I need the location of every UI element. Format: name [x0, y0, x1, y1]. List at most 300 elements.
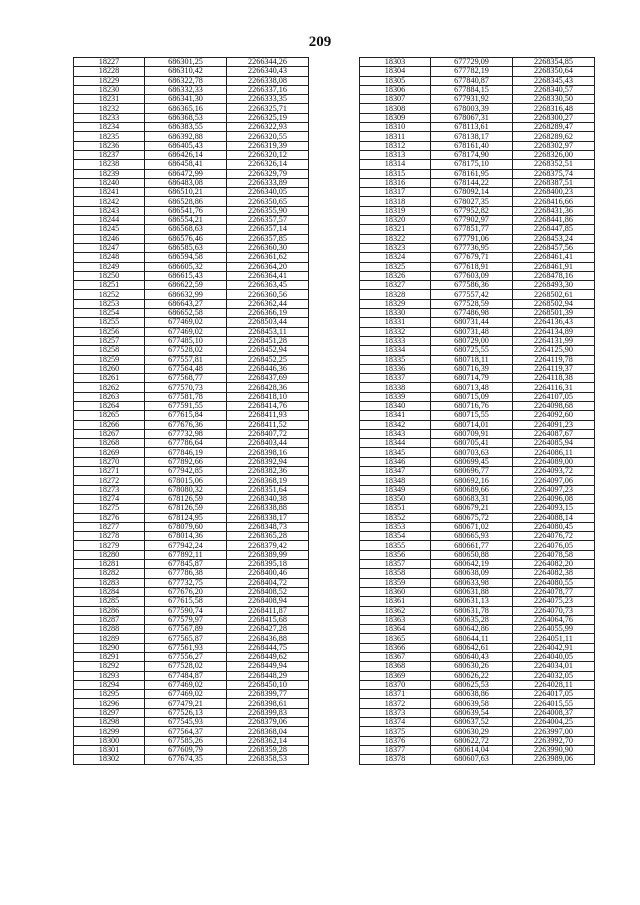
y-coordinate-cell: 2266320,12: [227, 150, 309, 159]
point-number-cell: 18294: [74, 680, 145, 689]
table-row: [360, 253, 595, 262]
table-row: [74, 662, 309, 671]
point-number-cell: 18285: [74, 597, 145, 606]
table-row: [74, 634, 309, 643]
y-coordinate-cell: 2264119,37: [513, 364, 595, 373]
x-coordinate-cell: 686405,43: [145, 141, 227, 150]
table-row: [360, 346, 595, 355]
x-coordinate-cell: 680692,16: [431, 476, 513, 485]
x-coordinate-cell: 680638,86: [431, 690, 513, 699]
point-number-cell: 18242: [74, 197, 145, 206]
table-row: [360, 234, 595, 243]
table-row: [74, 392, 309, 401]
x-coordinate-cell: 680630,29: [431, 727, 513, 736]
table-row: [74, 355, 309, 364]
point-number-cell: 18308: [360, 104, 431, 113]
table-row: [360, 85, 595, 94]
y-coordinate-cell: 2264078,77: [513, 587, 595, 596]
table-row: [74, 281, 309, 290]
point-number-cell: 18319: [360, 206, 431, 215]
point-number-cell: 18332: [360, 327, 431, 336]
table-row: [360, 206, 595, 215]
point-number-cell: 18312: [360, 141, 431, 150]
x-coordinate-cell: 677469,02: [145, 690, 227, 699]
x-coordinate-cell: 686472,99: [145, 169, 227, 178]
table-row: [360, 132, 595, 141]
table-row: [74, 234, 309, 243]
table-row: [74, 429, 309, 438]
y-coordinate-cell: 2268340,38: [227, 494, 309, 503]
table-row: [360, 736, 595, 745]
point-number-cell: 18301: [74, 745, 145, 754]
table-row: [360, 309, 595, 318]
point-number-cell: 18264: [74, 401, 145, 410]
y-coordinate-cell: 2268461,91: [513, 262, 595, 271]
x-coordinate-cell: 686426,14: [145, 150, 227, 159]
point-number-cell: 18227: [74, 58, 145, 67]
point-number-cell: 18251: [74, 281, 145, 290]
x-coordinate-cell: 680709,91: [431, 429, 513, 438]
table-row: [360, 448, 595, 457]
point-number-cell: 18369: [360, 671, 431, 680]
y-coordinate-cell: 2268348,73: [227, 522, 309, 531]
table-row: [360, 653, 595, 662]
y-coordinate-cell: 2268414,76: [227, 401, 309, 410]
table-row: [74, 290, 309, 299]
y-coordinate-cell: 2264119,78: [513, 355, 595, 364]
y-coordinate-cell: 2268365,28: [227, 532, 309, 541]
x-coordinate-cell: 678015,06: [145, 476, 227, 485]
x-coordinate-cell: 680714,01: [431, 420, 513, 429]
y-coordinate-cell: 2268502,61: [513, 290, 595, 299]
table-row: [360, 299, 595, 308]
x-coordinate-cell: 680671,02: [431, 522, 513, 531]
x-coordinate-cell: 677791,06: [431, 234, 513, 243]
x-coordinate-cell: 677469,02: [145, 318, 227, 327]
table-row: [74, 680, 309, 689]
y-coordinate-cell: 2268398,16: [227, 448, 309, 457]
x-coordinate-cell: 677586,36: [431, 281, 513, 290]
point-number-cell: 18321: [360, 225, 431, 234]
x-coordinate-cell: 677679,71: [431, 253, 513, 262]
y-coordinate-cell: 2268379,42: [227, 541, 309, 550]
y-coordinate-cell: 2266333,35: [227, 95, 309, 104]
table-row: [74, 755, 309, 764]
point-number-cell: 18334: [360, 346, 431, 355]
x-coordinate-cell: 680731,44: [431, 318, 513, 327]
point-number-cell: 18274: [74, 494, 145, 503]
x-coordinate-cell: 677732,75: [145, 578, 227, 587]
y-coordinate-cell: 2268351,64: [227, 485, 309, 494]
point-number-cell: 18310: [360, 123, 431, 132]
table-row: [74, 141, 309, 150]
y-coordinate-cell: 2264080,55: [513, 578, 595, 587]
y-coordinate-cell: 2264017,05: [513, 690, 595, 699]
point-number-cell: 18333: [360, 336, 431, 345]
y-coordinate-cell: 2268453,24: [513, 234, 595, 243]
table-row: [74, 216, 309, 225]
y-coordinate-cell: 2266325,19: [227, 113, 309, 122]
table-row: [74, 113, 309, 122]
table-row: [360, 457, 595, 466]
x-coordinate-cell: 678092,14: [431, 188, 513, 197]
point-number-cell: 18240: [74, 178, 145, 187]
table-row: [360, 262, 595, 271]
point-number-cell: 18247: [74, 243, 145, 252]
point-number-cell: 18241: [74, 188, 145, 197]
table-row: [360, 336, 595, 345]
x-coordinate-cell: 677579,97: [145, 615, 227, 624]
table-row: [360, 355, 595, 364]
x-coordinate-cell: 677942,85: [145, 467, 227, 476]
point-number-cell: 18363: [360, 615, 431, 624]
y-coordinate-cell: 2268359,28: [227, 745, 309, 754]
point-number-cell: 18236: [74, 141, 145, 150]
y-coordinate-cell: 2264008,37: [513, 708, 595, 717]
x-coordinate-cell: 677585,26: [145, 736, 227, 745]
x-coordinate-cell: 680665,93: [431, 532, 513, 541]
x-coordinate-cell: 677786,64: [145, 439, 227, 448]
x-coordinate-cell: 677952,82: [431, 206, 513, 215]
point-number-cell: 18287: [74, 615, 145, 624]
point-number-cell: 18359: [360, 578, 431, 587]
y-coordinate-cell: 2266361,62: [227, 253, 309, 262]
x-coordinate-cell: 677486,98: [431, 309, 513, 318]
x-coordinate-cell: 677469,02: [145, 680, 227, 689]
table-row: [74, 522, 309, 531]
y-coordinate-cell: 2264131,99: [513, 336, 595, 345]
y-coordinate-cell: 2268451,28: [227, 336, 309, 345]
point-number-cell: 18245: [74, 225, 145, 234]
y-coordinate-cell: 2268350,64: [513, 67, 595, 76]
y-coordinate-cell: 2268407,72: [227, 429, 309, 438]
point-number-cell: 18268: [74, 439, 145, 448]
x-coordinate-cell: 686322,78: [145, 76, 227, 85]
x-coordinate-cell: 677556,27: [145, 653, 227, 662]
y-coordinate-cell: 2268352,51: [513, 160, 595, 169]
table-row: [74, 467, 309, 476]
x-coordinate-cell: 678174,90: [431, 150, 513, 159]
x-coordinate-cell: 677674,35: [145, 755, 227, 764]
y-coordinate-cell: 2264075,23: [513, 597, 595, 606]
y-coordinate-cell: 2268502,94: [513, 299, 595, 308]
point-number-cell: 18311: [360, 132, 431, 141]
table-row: [360, 718, 595, 727]
x-coordinate-cell: 677845,87: [145, 560, 227, 569]
table-row: [360, 699, 595, 708]
x-coordinate-cell: 680633,98: [431, 578, 513, 587]
y-coordinate-cell: 2264093,15: [513, 504, 595, 513]
x-coordinate-cell: 680639,54: [431, 708, 513, 717]
x-coordinate-cell: 677528,59: [431, 299, 513, 308]
x-coordinate-cell: 677484,87: [145, 671, 227, 680]
table-row: [360, 67, 595, 76]
point-number-cell: 18314: [360, 160, 431, 169]
y-coordinate-cell: 2264136,43: [513, 318, 595, 327]
point-number-cell: 18344: [360, 439, 431, 448]
point-number-cell: 18377: [360, 745, 431, 754]
x-coordinate-cell: 680631,13: [431, 597, 513, 606]
y-coordinate-cell: 2264097,23: [513, 485, 595, 494]
table-row: [74, 327, 309, 336]
table-row: [360, 104, 595, 113]
table-row: [360, 188, 595, 197]
point-number-cell: 18358: [360, 569, 431, 578]
y-coordinate-cell: 2268400,46: [227, 569, 309, 578]
table-row: [360, 429, 595, 438]
x-coordinate-cell: 677557,81: [145, 355, 227, 364]
table-row: [74, 476, 309, 485]
point-number-cell: 18272: [74, 476, 145, 485]
table-row: [74, 169, 309, 178]
point-number-cell: 18362: [360, 606, 431, 615]
table-row: [74, 85, 309, 94]
table-row: [360, 643, 595, 652]
y-coordinate-cell: 2266322,93: [227, 123, 309, 132]
y-coordinate-cell: 2266350,65: [227, 197, 309, 206]
point-number-cell: 18254: [74, 309, 145, 318]
table-row: [74, 95, 309, 104]
y-coordinate-cell: 2268457,56: [513, 243, 595, 252]
y-coordinate-cell: 2264125,90: [513, 346, 595, 355]
x-coordinate-cell: 680642,61: [431, 643, 513, 652]
x-coordinate-cell: 678161,40: [431, 141, 513, 150]
x-coordinate-cell: 686458,41: [145, 160, 227, 169]
y-coordinate-cell: 2264093,72: [513, 467, 595, 476]
x-coordinate-cell: 686652,58: [145, 309, 227, 318]
y-coordinate-cell: 2268450,10: [227, 680, 309, 689]
x-coordinate-cell: 686554,21: [145, 216, 227, 225]
point-number-cell: 18355: [360, 541, 431, 550]
table-row: [360, 178, 595, 187]
y-coordinate-cell: 2266329,79: [227, 169, 309, 178]
point-number-cell: 18281: [74, 560, 145, 569]
y-coordinate-cell: 2266333,89: [227, 178, 309, 187]
y-coordinate-cell: 2264078,58: [513, 550, 595, 559]
point-number-cell: 18267: [74, 429, 145, 438]
coordinates-table-left-body: [74, 58, 309, 765]
table-row: [360, 727, 595, 736]
x-coordinate-cell: 686568,63: [145, 225, 227, 234]
table-row: [360, 745, 595, 754]
x-coordinate-cell: 680614,04: [431, 745, 513, 754]
y-coordinate-cell: 2268444,75: [227, 643, 309, 652]
y-coordinate-cell: 2268404,72: [227, 578, 309, 587]
table-row: [360, 634, 595, 643]
x-coordinate-cell: 680661,77: [431, 541, 513, 550]
table-row: [74, 541, 309, 550]
y-coordinate-cell: 2266360,30: [227, 243, 309, 252]
x-coordinate-cell: 677615,58: [145, 597, 227, 606]
table-row: [74, 745, 309, 754]
table-row: [74, 578, 309, 587]
point-number-cell: 18373: [360, 708, 431, 717]
y-coordinate-cell: 2264076,72: [513, 532, 595, 541]
point-number-cell: 18265: [74, 411, 145, 420]
y-coordinate-cell: 2268392,94: [227, 457, 309, 466]
y-coordinate-cell: 2268453,11: [227, 327, 309, 336]
table-row: [74, 625, 309, 634]
point-number-cell: 18258: [74, 346, 145, 355]
x-coordinate-cell: 677565,87: [145, 634, 227, 643]
table-row: [74, 615, 309, 624]
x-coordinate-cell: 678144,22: [431, 178, 513, 187]
x-coordinate-cell: 686528,86: [145, 197, 227, 206]
x-coordinate-cell: 677892,66: [145, 457, 227, 466]
point-number-cell: 18307: [360, 95, 431, 104]
x-coordinate-cell: 677568,77: [145, 374, 227, 383]
table-row: [360, 569, 595, 578]
point-number-cell: 18306: [360, 85, 431, 94]
point-number-cell: 18375: [360, 727, 431, 736]
x-coordinate-cell: 678027,35: [431, 197, 513, 206]
point-number-cell: 18244: [74, 216, 145, 225]
table-row: [360, 327, 595, 336]
x-coordinate-cell: 677557,42: [431, 290, 513, 299]
x-coordinate-cell: 677729,09: [431, 58, 513, 67]
point-number-cell: 18248: [74, 253, 145, 262]
table-row: [74, 383, 309, 392]
y-coordinate-cell: 2264116,31: [513, 383, 595, 392]
point-number-cell: 18364: [360, 625, 431, 634]
point-number-cell: 18338: [360, 383, 431, 392]
x-coordinate-cell: 686365,16: [145, 104, 227, 113]
table-row: [74, 336, 309, 345]
x-coordinate-cell: 678003,39: [431, 104, 513, 113]
y-coordinate-cell: 2268340,57: [513, 85, 595, 94]
table-row: [74, 504, 309, 513]
x-coordinate-cell: 680631,88: [431, 587, 513, 596]
y-coordinate-cell: 2264032,05: [513, 671, 595, 680]
x-coordinate-cell: 680650,88: [431, 550, 513, 559]
table-row: [360, 290, 595, 299]
point-number-cell: 18300: [74, 736, 145, 745]
y-coordinate-cell: 2266357,85: [227, 234, 309, 243]
point-number-cell: 18317: [360, 188, 431, 197]
table-row: [74, 587, 309, 596]
table-row: [360, 197, 595, 206]
table-row: [74, 309, 309, 318]
table-row: [360, 364, 595, 373]
point-number-cell: 18243: [74, 206, 145, 215]
x-coordinate-cell: 686632,99: [145, 290, 227, 299]
table-row: [74, 643, 309, 652]
point-number-cell: 18250: [74, 271, 145, 280]
point-number-cell: 18304: [360, 67, 431, 76]
table-row: [360, 439, 595, 448]
y-coordinate-cell: 2264055,99: [513, 625, 595, 634]
table-row: [360, 401, 595, 410]
table-row: [74, 132, 309, 141]
y-coordinate-cell: 2268345,43: [513, 76, 595, 85]
x-coordinate-cell: 677846,19: [145, 448, 227, 457]
x-coordinate-cell: 680637,52: [431, 718, 513, 727]
y-coordinate-cell: 2264042,91: [513, 643, 595, 652]
point-number-cell: 18353: [360, 522, 431, 531]
point-number-cell: 18232: [74, 104, 145, 113]
point-number-cell: 18331: [360, 318, 431, 327]
x-coordinate-cell: 677526,13: [145, 708, 227, 717]
point-number-cell: 18325: [360, 262, 431, 271]
point-number-cell: 18322: [360, 234, 431, 243]
x-coordinate-cell: 686510,21: [145, 188, 227, 197]
y-coordinate-cell: 2268379,06: [227, 718, 309, 727]
x-coordinate-cell: 677676,36: [145, 420, 227, 429]
point-number-cell: 18296: [74, 699, 145, 708]
y-coordinate-cell: 2268427,28: [227, 625, 309, 634]
y-coordinate-cell: 2268446,36: [227, 364, 309, 373]
point-number-cell: 18259: [74, 355, 145, 364]
point-number-cell: 18263: [74, 392, 145, 401]
y-coordinate-cell: 2266366,19: [227, 309, 309, 318]
y-coordinate-cell: 2263992,70: [513, 736, 595, 745]
y-coordinate-cell: 2264097,06: [513, 476, 595, 485]
x-coordinate-cell: 677676,20: [145, 587, 227, 596]
x-coordinate-cell: 686643,27: [145, 299, 227, 308]
x-coordinate-cell: 678126,59: [145, 494, 227, 503]
point-number-cell: 18309: [360, 113, 431, 122]
point-number-cell: 18370: [360, 680, 431, 689]
table-row: [360, 662, 595, 671]
point-number-cell: 18266: [74, 420, 145, 429]
y-coordinate-cell: 2268368,19: [227, 476, 309, 485]
table-row: [360, 485, 595, 494]
point-number-cell: 18341: [360, 411, 431, 420]
table-row: [74, 485, 309, 494]
point-number-cell: 18303: [360, 58, 431, 67]
x-coordinate-cell: 677567,89: [145, 625, 227, 634]
y-coordinate-cell: 2266362,44: [227, 299, 309, 308]
coordinates-table-right-body: [360, 58, 595, 765]
x-coordinate-cell: 677618,91: [431, 262, 513, 271]
table-row: [74, 206, 309, 215]
y-coordinate-cell: 2264096,08: [513, 494, 595, 503]
point-number-cell: 18234: [74, 123, 145, 132]
y-coordinate-cell: 2268503,44: [227, 318, 309, 327]
y-coordinate-cell: 2268289,47: [513, 123, 595, 132]
x-coordinate-cell: 677564,37: [145, 727, 227, 736]
table-row: [360, 392, 595, 401]
y-coordinate-cell: 2263989,06: [513, 755, 595, 764]
point-number-cell: 18297: [74, 708, 145, 717]
x-coordinate-cell: 680718,11: [431, 355, 513, 364]
table-row: [360, 625, 595, 634]
y-coordinate-cell: 2268395,18: [227, 560, 309, 569]
table-row: [360, 708, 595, 717]
x-coordinate-cell: 678080,32: [145, 485, 227, 494]
x-coordinate-cell: 686332,33: [145, 85, 227, 94]
point-number-cell: 18371: [360, 690, 431, 699]
point-number-cell: 18337: [360, 374, 431, 383]
point-number-cell: 18283: [74, 578, 145, 587]
y-coordinate-cell: 2268449,94: [227, 662, 309, 671]
x-coordinate-cell: 686576,46: [145, 234, 227, 243]
y-coordinate-cell: 2268501,39: [513, 309, 595, 318]
table-row: [360, 169, 595, 178]
y-coordinate-cell: 2268448,29: [227, 671, 309, 680]
y-coordinate-cell: 2268403,44: [227, 439, 309, 448]
table-row: [74, 708, 309, 717]
x-coordinate-cell: 686383,55: [145, 123, 227, 132]
x-coordinate-cell: 677942,24: [145, 541, 227, 550]
table-row: [74, 560, 309, 569]
point-number-cell: 18235: [74, 132, 145, 141]
y-coordinate-cell: 2266319,39: [227, 141, 309, 150]
x-coordinate-cell: 677591,55: [145, 401, 227, 410]
x-coordinate-cell: 680640,43: [431, 653, 513, 662]
y-coordinate-cell: 2268441,86: [513, 216, 595, 225]
point-number-cell: 18237: [74, 150, 145, 159]
